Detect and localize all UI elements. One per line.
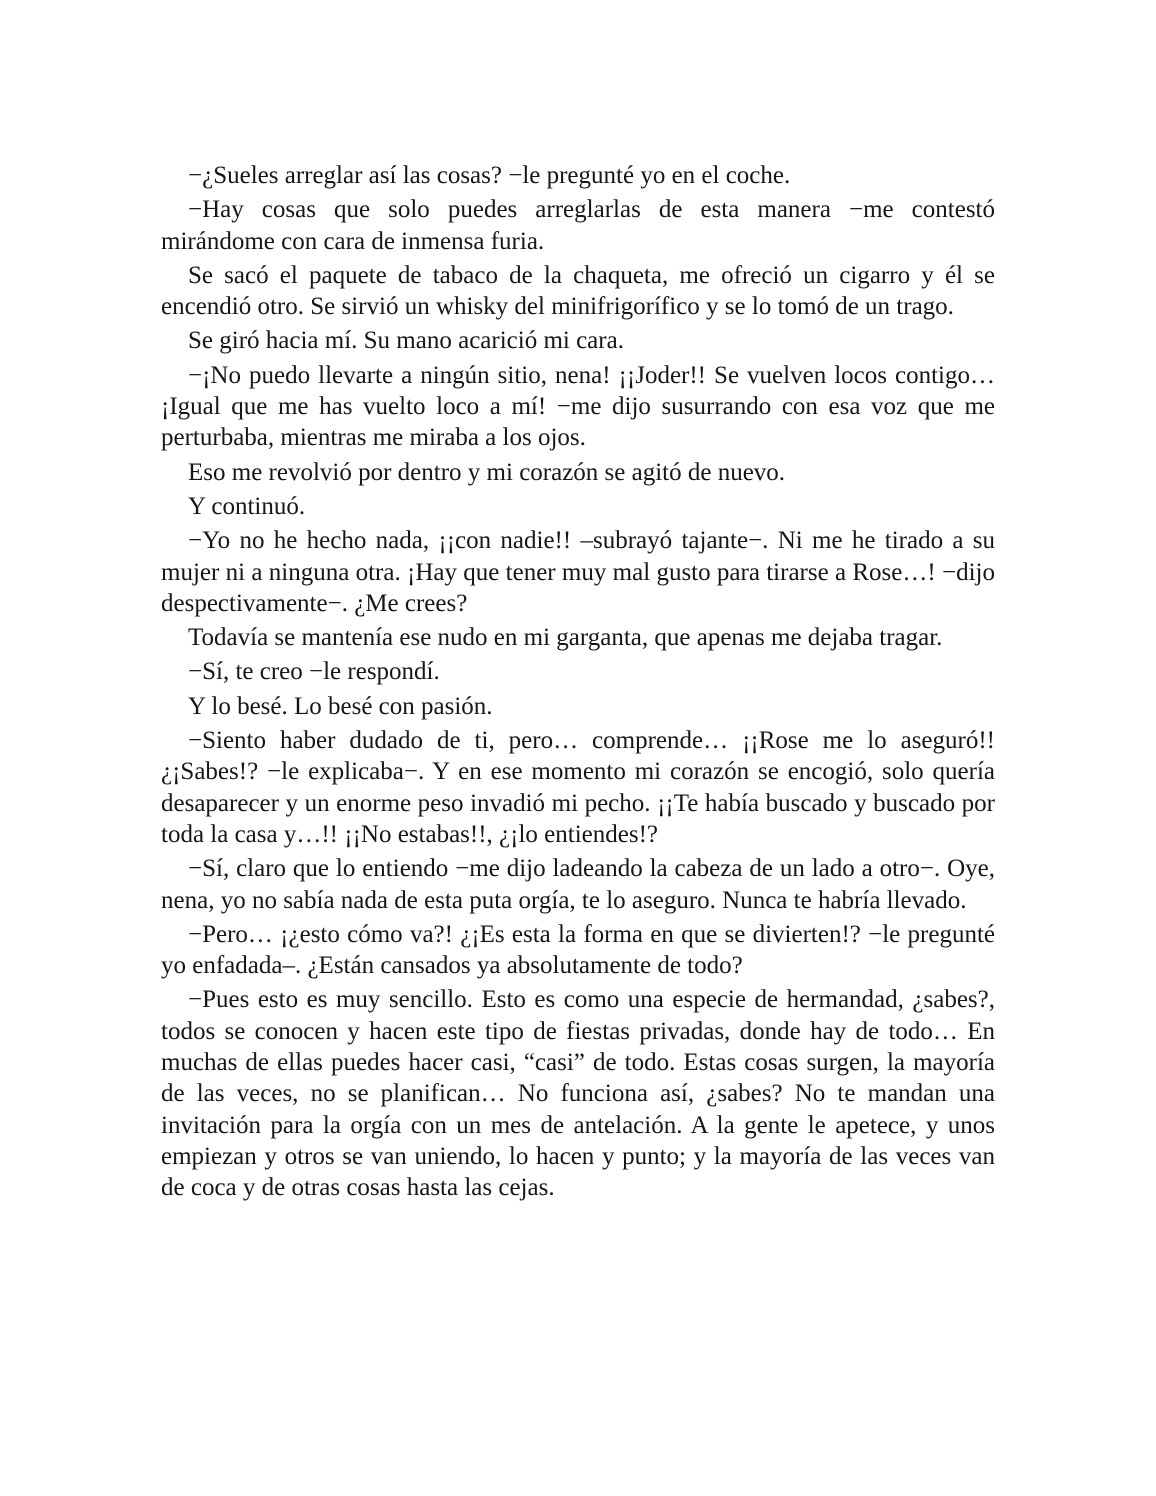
paragraph: Eso me revolvió por dentro y mi corazón se agitó de nuevo. xyxy=(188,458,786,486)
paragraph: −Siento haber dudado de ti, pero… comprende… ¡¡Rose me lo aseguró!! ¿¡Sabes!? −le explicaba−. Y en ese momento mi corazón se encogió, solo quería desaparecer y un enorme peso invadió mi pecho. ¡¡Te había buscado y buscado por toda la casa y…!! ¡¡No estabas!!, ¿¡lo entiendes!? xyxy=(161,727,995,848)
paragraph: Todavía se mantenía ese nudo en mi garganta, que apenas me dejaba tragar. xyxy=(188,624,943,652)
paragraph: −¿Sueles arreglar así las cosas? −le pregunté yo en el coche. xyxy=(188,162,791,189)
paragraph: −¡No puedo llevarte a ningún sitio, nena! ¡¡Joder!! Se vuelven locos contigo… ¡Igual que me has vuelto loco a mí! −me dijo susurrando con esa voz que me perturbaba, mientras me miraba a los ojos. xyxy=(161,361,995,452)
paragraph: −Hay cosas que solo puedes arreglarlas de esta manera −me contestó mirándome con cara de inmensa furia. xyxy=(161,196,995,255)
paragraph: −Pero… ¡¿esto cómo va?! ¿¡Es esta la forma en que se divierten!? −le pregunté yo enfadada–. ¿Están cansados ya absolutamente de todo? xyxy=(161,920,995,980)
paragraph: −Yo no he hecho nada, ¡¡con nadie!! –subrayó tajante−. Ni me he tirado a su mujer ni a ninguna otra. ¡Hay que tener muy mal gusto para tirarse a Rose…! −dijo despectivamente−. ¿Me crees? xyxy=(161,527,995,617)
paragraph: −Sí, claro que lo entiendo −me dijo ladeando la cabeza de un lado a otro−. Oye, nena, yo no sabía nada de esta puta orgía, te lo aseguro. Nunca te habría llevado. xyxy=(161,855,995,914)
paragraph: Y lo besé. Lo besé con pasión. xyxy=(188,692,493,720)
paragraph: Se sacó el paquete de tabaco de la chaqueta, me ofreció un cigarro y él se encendió otro. Se sirvió un whisky del minifrigorífico y se lo tomó de un trago. xyxy=(161,261,995,321)
paragraph: −Pues esto es muy sencillo. Esto es como una especie de hermandad, ¿sabes?, todos se conocen y hacen este tipo de fiestas privadas, donde hay de todo… En muchas de ellas puedes hacer casi, “casi” de todo. Estas cosas surgen, la mayoría de las veces, no se planifican… No funciona así, ¿sabes? No te mandan una invitación para la orgía con un mes de antelación. A la gente le apetece, y unos empiezan y otros se van uniendo, lo hacen y punto; y la mayoría de las veces van de coca y de otras cosas hasta las cejas. xyxy=(161,986,995,1202)
book-page xyxy=(161,160,995,1207)
paragraph: −Sí, te creo −le respondí. xyxy=(188,658,440,686)
paragraph: Y continuó. xyxy=(188,492,306,520)
paragraph: Se giró hacia mí. Su mano acarició mi cara. xyxy=(188,327,624,355)
